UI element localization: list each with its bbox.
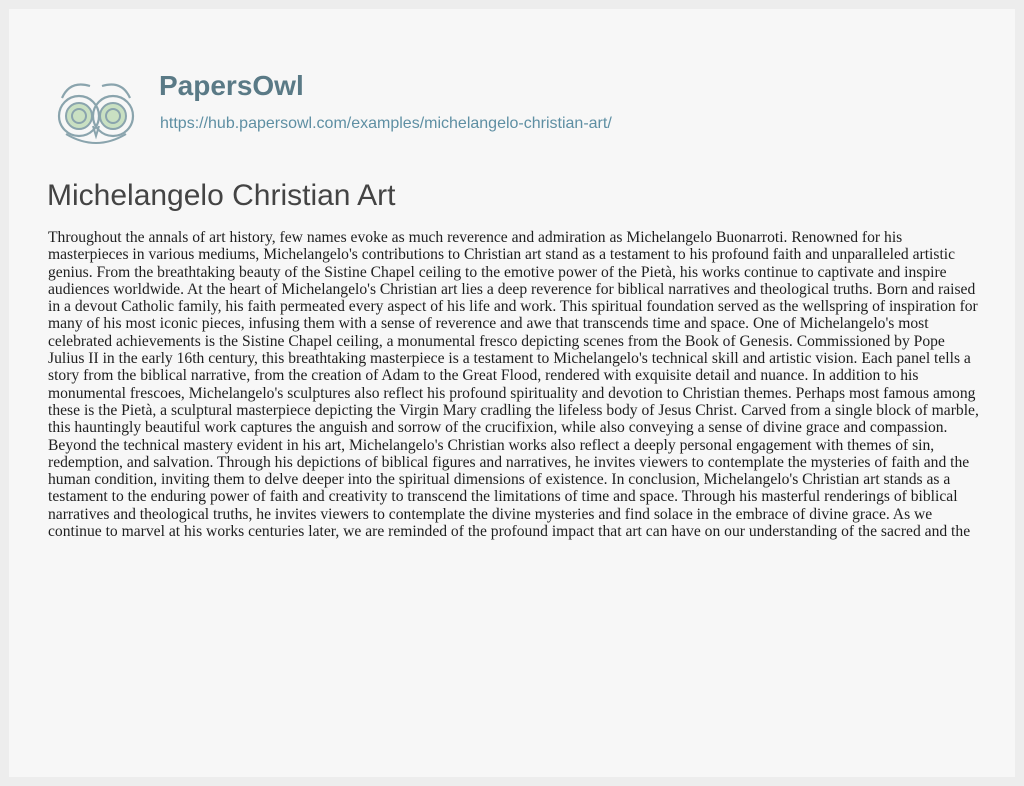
brand-header [56,67,756,147]
document-page [9,9,1015,777]
owl-face-icon [56,76,136,146]
brand-name: PapersOwl [159,70,304,101]
essay-title: Michelangelo Christian Art [47,179,396,212]
source-url-link[interactable]: https://hub.papersowl.com/examples/michelangelo-christian-art/ [160,115,612,132]
essay-body: Throughout the annals of art history, few names evoke as much reverence and admiration as Michelangelo Buonarroti. Renowned for his masterpieces in various mediums, Michelangelo's contributions to Christian art stand as a testament to his profound faith and unparalleled artistic genius. From the breathtaking beauty of the Sistine Chapel ceiling to the emotive power of the Pietà, his works continue to captivate and inspire audiences worldwide. At the heart of Michelangelo's Christian art lies a deep reverence for biblical narratives and theological truths. Born and raised in a devout Catholic family, his faith permeated every aspect of his life and work. This spiritual foundation served as the wellspring of inspiration for many of his most iconic pieces, infusing them with a sense of reverence and awe that transcends time and space. One of Michelangelo's most celebrated achievements is the Sistine Chapel ceiling, a monumental fresco depicting scenes from the Book of Genesis. Commissioned by Pope Julius II in the early 16th century, this breathtaking masterpiece is a testament to Michelangelo's technical skill and artistic vision. Each panel tells a story from the biblical narrative, from the creation of Adam to the Great Flood, rendered with exquisite detail and nuance. In addition to his monumental frescoes, Michelangelo's sculptures also reflect his profound spirituality and devotion to Christian themes. Perhaps most famous among these is the Pietà, a sculptural masterpiece depicting the Virgin Mary cradling the lifeless body of Jesus Christ. Carved from a single block of marble, this hauntingly beautiful work captures the anguish and sorrow of the crucifixion, while also conveying a sense of divine grace and compassion. Beyond the technical mastery evident in his art, Michelangelo's Christian works also reflect a deeply personal engagement with themes of sin, redemption, and salvation. Through his depictions of biblical figures and narratives, he invites viewers to contemplate the mysteries of faith and the human condition, inviting them to delve deeper into the spiritual dimensions of existence. In conclusion, Michelangelo's Christian art stands as a testament to the enduring power of faith and creativity to transcend the limitations of time and space. Through his masterful renderings of biblical narratives and theological truths, he invites viewers to contemplate the divine mysteries and find solace in the embrace of divine grace. As we continue to marvel at his works centuries later, we are reminded of the profound impact that art can have on our understanding of the sacred and the [48,229,979,541]
